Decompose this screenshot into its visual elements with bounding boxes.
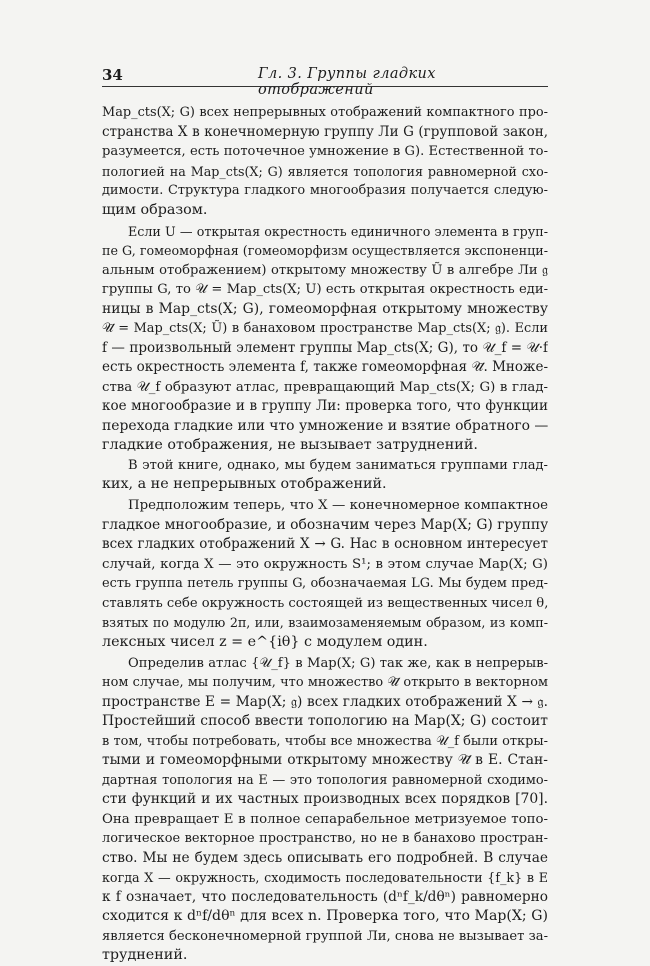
- text-line: Она превращает E в полное сепарабельное метризуемое топо-: [102, 811, 548, 827]
- text-line: гладкие отображения, не вызывает затруднений.: [102, 437, 478, 453]
- page-body: [102, 103, 548, 966]
- text-line: Простейший способ ввести топологию на Map(X; G) состоит: [102, 713, 548, 729]
- text-line: ницы в Map_cts(X; G), гомеоморфная открытому множеству: [102, 300, 548, 317]
- text-line: труднений.: [102, 947, 188, 963]
- text-line: пе G, гомеоморфная (гомеоморфизм осуществляется экспоненци-: [102, 243, 548, 258]
- text-line: сти функций и их частных производных всех порядков [70].: [102, 791, 548, 807]
- text-line: перехода гладкие или что умножение и взятие обратного —: [102, 417, 548, 434]
- text-line: ких, а не непрерывных отображений.: [102, 476, 387, 492]
- text-line: f — произвольный элемент группы Map_cts(X; G), то 𝒰_f = 𝒰·f: [102, 339, 548, 356]
- text-line: к f означает, что последовательность (dⁿf_k/dθⁿ) равномерно: [102, 888, 548, 905]
- text-line: димости. Структура гладкого многообразия получается следую-: [102, 183, 548, 198]
- text-line: есть группа петель группы G, обозначаемая LG. Мы будем пред-: [102, 576, 548, 591]
- text-line: логическое векторное пространство, но не в банахово простран-: [102, 831, 548, 846]
- text-line: в том, чтобы потребовать, чтобы все множества 𝒰_f были откры-: [102, 733, 548, 749]
- text-line: тыми и гомеоморфными открытому множеству 𝒰̃ в E. Стан-: [102, 752, 548, 768]
- text-line: странства X в конечномерную группу Ли G (групповой закон,: [102, 123, 548, 140]
- text-line: разумеется, есть поточечное умножение в G). Естественной то-: [102, 144, 548, 159]
- text-line: Предположим теперь, что X — конечномерное компактное: [128, 498, 548, 513]
- running-head: Гл. 3. Группы гладких отображений: [258, 66, 436, 98]
- text-line: Определив атлас {𝒰_f} в Map(X; G) так же, как в непрерыв-: [128, 655, 548, 671]
- text-line: В этой книге, однако, мы будем заниматься группами глад-: [128, 457, 548, 473]
- text-line: ном случае, мы получим, что множество 𝒰̃ открыто в векторном: [102, 675, 548, 690]
- text-line: альным отображением) открытому множеству Ũ в алгебре Ли 𝔤: [102, 262, 548, 278]
- text-line: дартная топология на E — это топология равномерной сходимо-: [102, 772, 548, 788]
- text-line: щим образом.: [102, 201, 208, 218]
- text-line: пологией на Map_cts(X; G) является топология равномерной схо-: [102, 163, 548, 179]
- text-line: 𝒰̃ = Map_cts(X; Ũ) в банаховом пространстве Map_cts(X; 𝔤). Если: [102, 321, 548, 336]
- text-line: взятых по модулю 2π, или, взаимозаменяемым образом, из комп-: [102, 615, 548, 630]
- page-header: [102, 66, 548, 98]
- text-line: лексных чисел z = e^{iθ} с модулем один.: [102, 633, 428, 650]
- text-line: пространстве E = Map(X; 𝔤) всех гладких отображений X → 𝔤.: [102, 693, 548, 710]
- text-line: всех гладких отображений X → G. Нас в основном интересует: [102, 536, 548, 552]
- text-line: случай, когда X — это окружность S¹; в этом случае Map(X; G): [102, 556, 548, 572]
- text-line: кое многообразие и в группу Ли: проверка того, что функции: [102, 398, 548, 414]
- text-line: ства 𝒰_f образуют атлас, превращающий Map_cts(X; G) в глад-: [102, 379, 548, 395]
- text-line: является бесконечномерной группой Ли, снова не вызывает за-: [102, 928, 548, 944]
- page-number: 34: [102, 66, 123, 84]
- text-line: когда X — окружность, сходимость последовательности {f_k} в E: [102, 870, 548, 885]
- text-line: группы G, то 𝒰 = Map_cts(X; U) есть открытая окрестность еди-: [102, 282, 548, 297]
- header-rule: [102, 86, 548, 87]
- text-line: есть окрестность элемента f, также гомеоморфная 𝒰̃. Множе-: [102, 359, 548, 375]
- text-line: ставлять себе окружность состоящей из вещественных чисел θ,: [102, 595, 548, 611]
- text-line: Если U — открытая окрестность единичного элемента в груп-: [128, 223, 548, 239]
- text-line: гладкое многообразие, и обозначим через Map(X; G) группу: [102, 516, 548, 533]
- text-line: ство. Мы не будем здесь описывать его подробней. В случае: [102, 849, 548, 866]
- text-line: Map_cts(X; G) всех непрерывных отображений компактного про-: [102, 105, 548, 120]
- text-line: сходится к dⁿf/dθⁿ для всех n. Проверка того, что Map(X; G): [102, 908, 548, 924]
